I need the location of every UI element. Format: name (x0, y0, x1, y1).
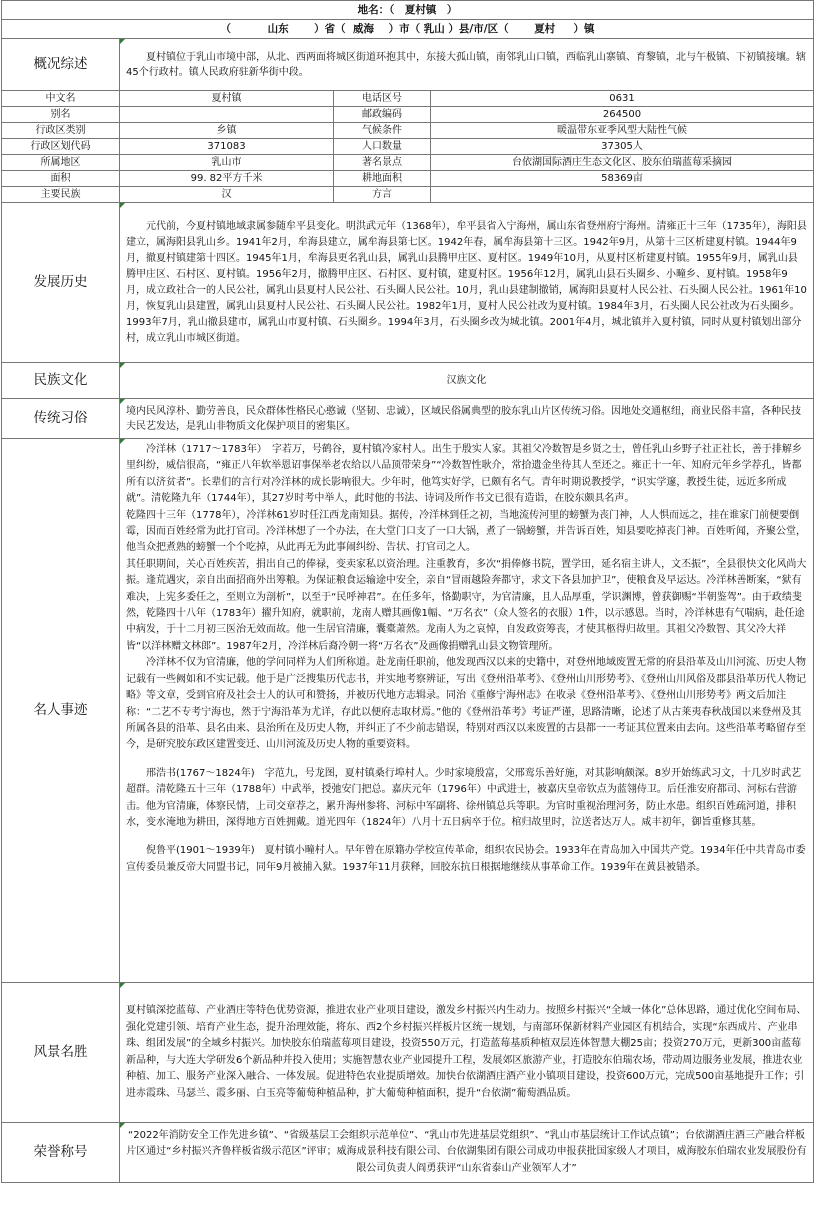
history-label: 发展历史 (2, 203, 120, 363)
info-label: 行政区划代码 (2, 139, 120, 155)
title-row (2, 1, 814, 20)
scenery-text: 夏村镇深挖蓝莓、产业酒庄等特色优势资源，推进农业产业项目建设，激发乡村振兴内生动力。按照乡村振兴“全域一体化”总体思路，通过优化空间布局、强化党建引领、培育产业生态，提升治理效能，将东、西2个乡村振兴样板片区统一规划，与南部环保新材料产业园区有机结合，实现“东西成片、产业串珠、组团发展”的全域乡村振兴。加快胶东伯瑞蓝莓项目建设，投资550万元，打造蓝莓基质种植双层连体智慧大棚25亩；投资270万元，更新300亩蓝莓新品种，与大连大学研发6个新品种并投入使用；实施智慧农业产业园提升工程，发展郊区旅游产业，打造胶东伯瑞农场，带动周边服务业发展，推进农业种植、加工、服务产业深入融合、一体发展。促进特色农业提质增效。加快台依湖酒庄酒产业小镇项目建设，投资600万元，完成500亩基地提升工作；引进赤霞珠、马瑟兰、霞多丽、白玉亮等葡萄种植品种，扩大葡萄种植面积，提升“台依湖”葡萄酒品质。 (120, 983, 814, 1123)
people-paragraph: 邢浩书(1767～1824年) 字范九，号龙图，夏村镇桑行埠村人。少时家境殷富，父邢鸾乐善好施，对其影响颇深。8岁开始练武习文，十几岁时武艺超群。清乾隆五十三年（1788年）中武举，授弛安门把总。嘉庆元年（1796年）中武进士，被嘉庆皇帝钦点为蓝翎侍卫。后任淮安府都司、河标右营游击。他为官清廉，体察民情，上司交章荐之，累升海州参将、河标中军副将、徐州镇总兵等职。为官时重视治理河务，防止水患。组织百姓疏河道，排积水，变水淹地为耕田，深得地方百姓拥戴。道光四年（1824年）八月十五日病卒于位。棺归故里时，泣送者达万人。咸丰初年，御旨重修其墓。 (126, 767, 802, 828)
culture-text: 汉族文化 (120, 363, 814, 399)
info-value (120, 107, 334, 123)
info-label: 邮政编码 (334, 107, 431, 123)
info-label: 人口数量 (334, 139, 431, 155)
info-label: 电话区号 (334, 91, 431, 107)
info-value: 58369亩 (431, 171, 814, 187)
location-line (2, 20, 814, 39)
info-label: 主要民族 (2, 187, 120, 203)
info-value: 乳山市 (120, 155, 334, 171)
info-row (2, 171, 814, 187)
province-value: 山东 (267, 22, 289, 35)
people-text (120, 439, 814, 983)
people-row (2, 439, 814, 983)
info-row (2, 91, 814, 107)
info-value: 371083 (120, 139, 334, 155)
info-value: 暖温带东亚季风型大陆性气候 (431, 123, 814, 139)
province-suffix: ）省（ (314, 22, 346, 35)
customs-text: 境内民风淳朴、勤劳善良，民众群体性格民心憨诚（坚韧、忠诚），区域民俗属典型的胶东乳山片区传统习俗。因地处交通枢纽，商业民俗丰富，各种民技夫民艺发达，是乳山非物质文化保护项目的密集区。 (120, 399, 814, 439)
people-label: 名人事迹 (2, 439, 120, 983)
info-value (431, 187, 814, 203)
info-row (2, 187, 814, 203)
info-label: 行政区类别 (2, 123, 120, 139)
info-value: 264500 (431, 107, 814, 123)
info-label: 方言 (334, 187, 431, 203)
info-value: 台依湖国际酒庄生态文化区、胶东伯瑞蓝莓采摘园 (431, 155, 814, 171)
info-label: 著名景点 (334, 155, 431, 171)
info-row (2, 139, 814, 155)
info-value: 汉 (120, 187, 334, 203)
culture-label: 民族文化 (2, 363, 120, 399)
info-label: 所属地区 (2, 155, 120, 171)
honors-row (2, 1123, 814, 1183)
history-text (120, 203, 814, 363)
overview-row (2, 39, 814, 91)
town-suffix: ）镇 (573, 22, 595, 35)
info-label: 耕地面积 (334, 171, 431, 187)
customs-label: 传统习俗 (2, 399, 120, 439)
info-value: 99. 82平方千米 (120, 171, 334, 187)
info-label: 中文名 (2, 91, 120, 107)
honors-label: 荣誉称号 (2, 1123, 120, 1183)
overview-text (120, 39, 814, 91)
county-suffix: ）县/市/区（ (448, 22, 509, 35)
people-paragraph: 冷洋林不仅为官清廉，他的学问同样为人们所称道。赴龙南任职前，他发现西汉以来的史籍中，对登州地域废置无常的府县沿革及山川河流、历史人物记载有一些阙如和不实记载。他于是广泛搜集历代志书，并实地考察辨证，写出《登州沿革考》、《登州山川形势考》、《登州山川风俗及郡县沿革历代人物记略》等文章，受到官府及社会士人的认可和赞扬，并被历代地方志辑录。同治《重修宁海州志》在收录《登州沿革考》、《登州山川形势考》两文后加注称：“二艺不专考宁海也，然于宁海沿革为尤详，存此以便府志取材焉。”他的《登州沿革考》考证严谨，思路清晰，论述了从古莱夷春秋战国以来登州及其所属各县的沿革、县名由来、县治所在及历史人物，并纠正了不少前志错误，特别对西汉以来废置的古县都一一考证其位置来由去向。这些沿革考略留存至今，是研究胶东政区建置变迁、山川河流及历史人物的重要资料。 (126, 657, 806, 751)
info-row (2, 123, 814, 139)
location-row (2, 20, 814, 39)
info-row (2, 155, 814, 171)
county-value: 乳山 (423, 22, 445, 35)
info-label: 别名 (2, 107, 120, 123)
info-label: 面积 (2, 171, 120, 187)
overview-paragraph: 夏村镇位于乳山市境中部，从北、西两面将城区街道环抱其中，东接大孤山镇，南邻乳山口镇，西临乳山寨镇、育黎镇，北与午极镇、下初镇接壤。辖45个行政村。镇人民政府驻新华街中段。 (126, 51, 806, 78)
history-row (2, 203, 814, 363)
page-title: 地名：（ 夏村镇 ） (2, 1, 814, 20)
info-value: 夏村镇 (120, 91, 334, 107)
honors-text: “2022年消防安全工作先进乡镇”、“省级基层工会组织示范单位”、“乳山市先进基层党组织”、“乳山市基层统计工作试点镇”；台依湖酒庄酒三产融合样板片区通过“乡村振兴齐鲁样板省级示范区”评审；威海成景科技有限公司、台依湖集团有限公司成功申报获批国家级人才项目，威海胶东伯瑞农业发展股份有限公司负责人阎勇获评“山东省泰山产业领军人才” (120, 1123, 814, 1183)
info-label: 气候条件 (334, 123, 431, 139)
scenery-label: 风景名胜 (2, 983, 120, 1123)
overview-label: 概况综述 (2, 39, 120, 91)
people-paragraph: 乾隆四十三年（1778年），冷洋林61岁时任江西龙南知县。据传，冷洋林到任之初，当地流传河里的螃蟹为丧门神，人人惧而远之，挂在谁家门前便要倒霉，因而百姓经常为此打官司。冷洋林想了一个办法，在大堂门口支了一口大锅，煮了一锅螃蟹，并告诉百姓，知县要吃掉丧门神。百姓听闻，齐聚公堂，他当众把煮熟的螃蟹一个个吃掉，从此再无为此事闹纠纷、告状、打官司之人。 (126, 509, 806, 554)
info-value: 乡镇 (120, 123, 334, 139)
people-paragraph: 冷洋林（1717～1783年） 字若万，号鹤谷，夏村镇冷家村人。出生于殷实人家。其祖父冷数智是乡贤之士，曾任乳山乡野子社正社长，善于排解乡里纠纷，威信很高，“雍正八年软举恩诏事保举老农给以八品顶带荣身”“冷数智性耿介，常拾遗金坐待其人至还之。雍正十一年、知府元年乡学荐孔，皆都所有以济贫者”。长辈们的言行对冷洋林的成长影响很大。少年时，他笃实好学，已颇有名气。青年时期说教授学，“识实学邃，教授生徒，远近多所成就”。清乾隆九年（1744年），其27岁时考中举人，此时他的书法、诗词及所作书文已很有造诣，在胶东颇具名声。 (126, 444, 802, 505)
info-value: 37305人 (431, 139, 814, 155)
city-suffix: ）市（ (388, 22, 421, 35)
info-value: 0631 (431, 91, 814, 107)
gazetteer-table (1, 0, 814, 1183)
customs-row (2, 399, 814, 439)
history-paragraph: 元代前，今夏村镇地域隶属参随牟平县变化。明洪武元年（1368年），牟平县省入宁海州，属山东省登州府宁海州。清雍正十三年（1735年），海阳县建立，属海阳县乳山乡。1941年2月，牟海县建立，属牟海县第七区。1942年春，属牟海县第十三区。1942年9月，从第十三区析建夏村镇。1944年9月，撤夏村镇建第十四区。1945年1月，牟海县更名乳山县，属乳山县腾甲庄区、夏村区。1949年10月，从夏村区析建夏村镇。1955年9月，属乳山县腾甲庄区、石村区、夏村镇。1956年2月，撤腾甲庄区、石村区、夏村镇，建夏村区。1956年12月，属乳山县石头圈乡、小疃乡、夏村镇。1958年9月，成立政社合一的人民公社，属乳山县夏村人民公社、石头圈人民公社。10月，乳山县建制撤销，属海阳县夏村人民公社、石头圈人民公社。1961年10月，恢复乳山县建置，属乳山县夏村人民公社、石头圈人民公社。1982年1月，夏村人民公社改为夏村镇。1984年3月，石头圈人民公社改为石头圈乡。1993年7月，乳山撤县建市，属乳山市夏村镇、石头圈乡。1994年3月，石头圈乡改为城北镇。2001年4月，城北镇并入夏村镇，同时从夏村镇划出部分村，成立乳山市城区街道。 (126, 220, 807, 344)
open-paren: （ (220, 22, 232, 35)
people-paragraph: 其任职期间，关心百姓疾苦，捐出自己的俸禄，变卖家私以资治理。注重教育，多次“捐俸修书院，置学田，延名宿主讲人，文丕振”，全县很快文化风尚大振。逢荒遇灾，亲自出面招商外出筹粮。为保证粮食运输途中安全，亲自“冒雨越险奔都守，求文下各县加护卫”，使粮食及早运达。冷洋林善断案，“狱有难决，上宪多委任之，至则立为剖析”，以至于“民呼神君”。在任多年，恪勤职守，为官清廉，且人品厚重，学识渊博，曾获御赐“半朝鉴驾”。由于政绩斐然，乾隆四十八年（1783年）擢升知府，就职前，龙南人赠其画像1幅、“万名衣”（众人签名的衣服）1件，以示感恩。当时，冷洋林患有气喘病，赴任途中病发，于十二月初三医治无效而故。他一生居官清廉，囊橐萧然。龙南人为之哀悼，自发政资筹丧，才使其柩得归故里。其祖父冷数智、其父冷大祥皆“以洋林赠文林郎”。1987年2月，冷洋林后裔冷朝一将“万名衣”及画像捐赠乳山县文物管理所。 (126, 558, 807, 652)
town-value: 夏村 (534, 22, 556, 35)
people-paragraph: 倪鲁平(1901～1939年) 夏村镇小疃村人。早年曾在原籍办学校宣传革命，组织农民协会。1933年在青岛加入中国共产党。1934年任中共青岛市委宣传委员兼反帝大同盟书记，同年9月被捕入狱。1937年11月获释，回胶东抗日根据地继续从事革命工作。1939年在黄县被错杀。 (126, 845, 806, 873)
culture-row (2, 363, 814, 399)
info-row (2, 107, 814, 123)
scenery-row (2, 983, 814, 1123)
city-value: 威海 (352, 22, 374, 35)
